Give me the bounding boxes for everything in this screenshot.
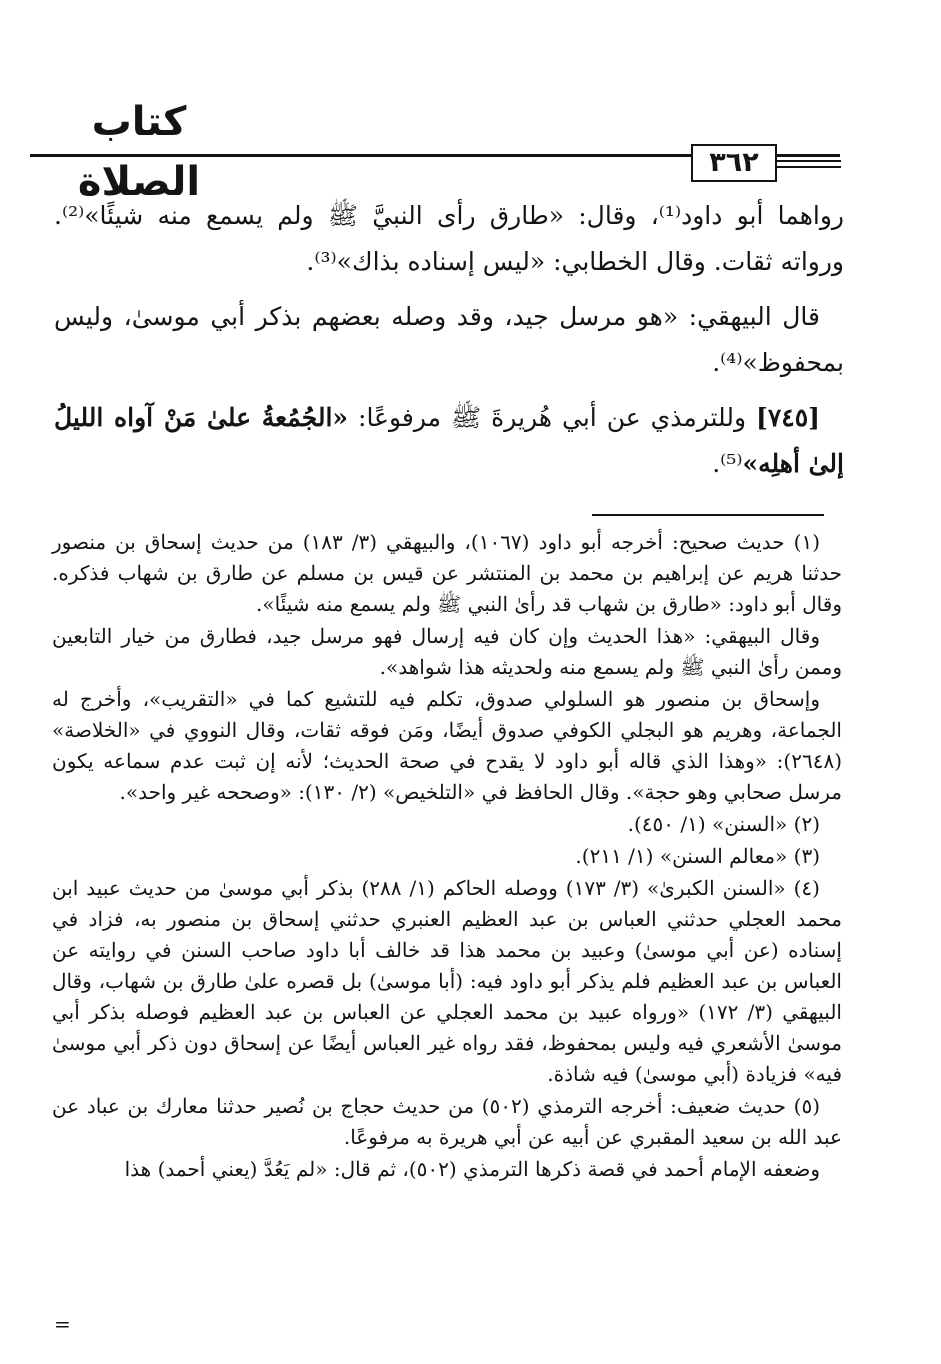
main-paragraph: قال البيهقي: «هو مرسل جيد، وقد وصله بعضهم بذكر أبي موسىٰ، وليس بمحفوظ»⁽⁴⁾. [54, 302, 844, 377]
main-paragraph: رواهما أبو داود⁽¹⁾، وقال: «طارق رأى النبيَّ ﷺ ولم يسمع منه شيئًا»⁽²⁾. ورواته ثقات. وقال الخطابي: «ليس إسناده بذاك»⁽³⁾. [54, 201, 844, 276]
footnote: (١) حديث صحيح: أخرجه أبو داود (١٠٦٧)، والبيهقي (٣/ ١٨٣) من حديث إسحاق بن منصور حدثنا هريم عن إبراهيم بن محمد بن المنتشر عن قيس بن مسلم عن طارق بن شهاب فذكره. وقال أبو داود: «طارق بن شهاب قد رأىٰ النبي ﷺ ولم يسمع منه شيئًا». [52, 530, 842, 616]
footnote: وقال البيهقي: «هذا الحديث وإن كان فيه إرسال فهو مرسل جيد، فطارق من خيار التابعين وممن رأىٰ النبي ﷺ ولم يسمع منه ولحديثه هذا شواهد». [52, 624, 842, 679]
footnote: (٥) حديث ضعيف: أخرجه الترمذي (٥٠٢) من حديث حجاج بن نُصير حدثنا معارك بن عباد عن عبد الله بن سعيد المقبري عن أبيه عن أبي هريرة به مرفوعًا. [52, 1094, 842, 1149]
footnotes [52, 527, 842, 1186]
hadith-end: ⁽⁵⁾. [712, 449, 743, 478]
footnote: (٢) «السنن» (١/ ٤٥٠). [627, 812, 820, 836]
header-rule-thin [777, 166, 841, 168]
book-title: كتاب الصلاة [77, 99, 201, 205]
footnote: (٤) «السنن الكبرىٰ» (٣/ ١٧٣) ووصله الحاكم (١/ ٢٨٨) بذكر أبي موسىٰ من حديث عبيد ابن محمد العجلي حدثني العباس بن عبد العظيم العنبري حدثني إسحاق بن منصور به، فزاد في إسناده (عن أبي موسىٰ) وعبيد بن محمد هذا قد خالف أبا داود صاحب السنن في روايته عن العباس بن عبد العظيم فلم يذكر أبو داود فيه: (أبا موسىٰ) بل قصره علىٰ طارق بن شهاب، وقال البيهقي (٣/ ١٧٢) «ورواه عبيد بن محمد العجلي عن العباس بن عبد العظيم فوصله بذكر أبي موسىٰ الأشعري فيه وليس بمحفوظ، فقد رواه غير العباس أيضًا عن إسحاق دون ذكر أبي موسىٰ فيه» فزيادة (أبي موسىٰ) فيه شاذة. [52, 876, 842, 1086]
hadith-text: «الجُمُعةُ علىٰ مَنْ آواه الليلُ إلىٰ أهلِه» [54, 403, 844, 478]
footnote: وإسحاق بن منصور هو السلولي صدوق، تكلم فيه للتشيع كما في «التقريب»، وأخرج له الجماعة، وهريم هو البجلي الكوفي صدوق أيضًا، ومَن فوقه ثقات، وقال النووي في «الخلاصة» (٢٦٤٨): «وهذا الذي قاله أبو داود لا يقدح في صحة الحديث؛ لأنه إن ثبت عدم سماعه يكون مرسل صحابي وهو حجة». وقال الحافظ في «التلخيص» (٢/ ١٣٠): «وصححه غير واحد». [52, 687, 842, 804]
footnote: (٣) «معالم السنن» (١/ ٢١١). [575, 844, 820, 868]
continuation-mark: = [54, 1312, 71, 1336]
hadith-intro: وللترمذي عن أبي هُريرةَ ﷺ مرفوعًا: [358, 403, 747, 432]
main-text [54, 193, 844, 496]
header-rule-thin [777, 160, 841, 162]
hadith-number: [٧٤٥] [756, 403, 820, 432]
page-number: ٣٦٢ [691, 144, 777, 182]
footnote: وضعفه الإمام أحمد في قصة ذكرها الترمذي (٥٠٢)، ثم قال: «لم يَعُدَّ (يعني أحمد) هذا [124, 1157, 820, 1181]
footnote-rule [592, 514, 824, 516]
hadith-paragraph [54, 395, 844, 487]
